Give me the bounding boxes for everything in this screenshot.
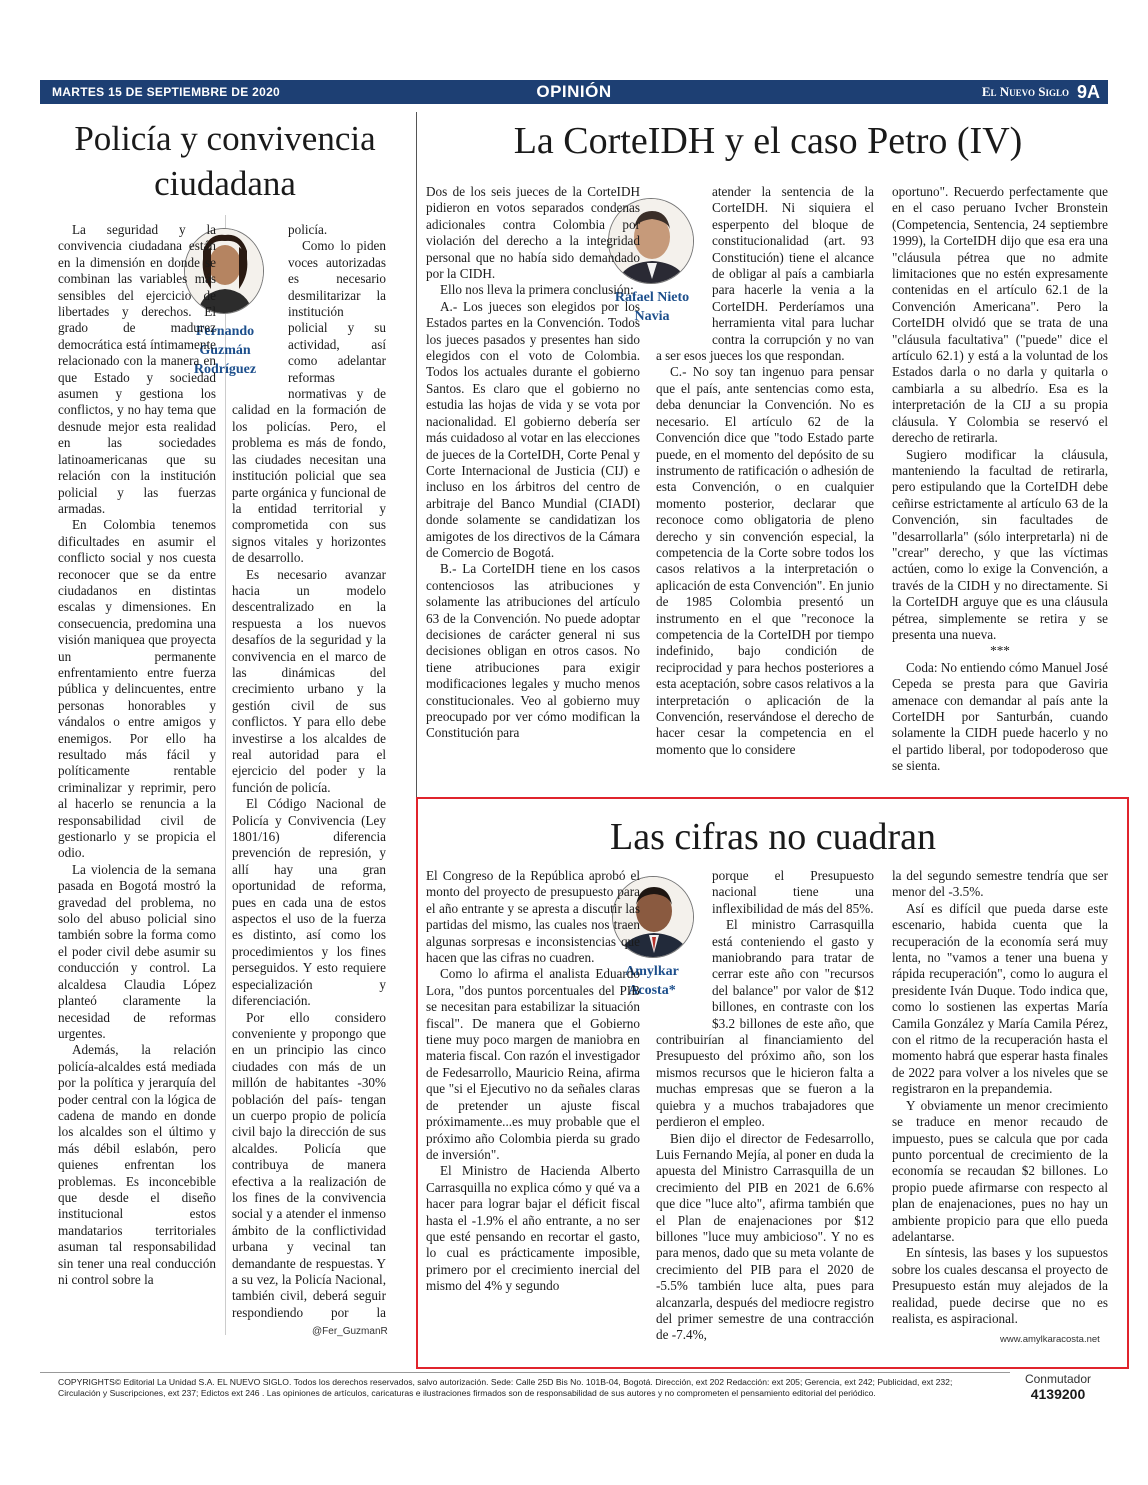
article2-column-3 bbox=[892, 184, 1108, 794]
paragraph: la del segundo semestre tendría que ser menor del -3.5%. bbox=[892, 868, 1108, 900]
paragraph: En Colombia tenemos dificultades en asumir el conflicto social y nos cuesta reconocer que se da entre ciudadanos en distintas escalas y dimensiones. En consecuencia, predomina una visión maniquea que proyecta un permanente enfrentamiento entre fuerza pública y delincuentes, entre personas honorables y vándalos o entre amigos y enemigos. Por ello ha resultado más fácil y políticamente rentable criminalizar y reprimir, pero al hacerlo se renuncia a la responsabilidad civil de gestionarlo y se propicia el odio. bbox=[58, 517, 216, 861]
footer-copyright bbox=[58, 1377, 988, 1399]
paragraph: Ello nos lleva la primera conclusión: bbox=[440, 282, 634, 298]
paragraph: Además, la relación policía-alcaldes está mediada por la política y jerarquía del poder central con la lógica de cadena de mando en donde los alcaldes son el último y más débil eslabón, pero quienes enfrentan los problemas. Es inconcebible que desde el diseño institucional estos mandatarios territoriales asuman tal responsabilidad sin tener una real conducción ni control sobre la bbox=[58, 1042, 216, 1287]
article1-column-2 bbox=[232, 222, 386, 1322]
paragraph: Sugiero modificar la cláusula, manteniendo la facultad de retirarla, pero estipulando que la CorteIDH debe ceñirse estrictamente al artículo 63 de la Convención, sin facultades de "desarrollarla" (sólo interpretarla) ni de "crear" derecho, y que las víctimas actúen, como lo exige la Convención, a través de la CIDH y no directamente. Si la CorteIDH arguye que es una cláusula pétrea, simplemente se retira y se presenta una nueva. bbox=[892, 446, 1108, 642]
switchboard-number: 4139200 bbox=[1030, 1386, 1086, 1402]
paragraph: El Ministro de Hacienda Alberto Carrasquilla no explica cómo y qué va a hacer para lograr bajar el déficit fiscal hasta el -1.9% el año entrante, a no ser que esté pensando en recortar el gasto, lo cual es prácticamente imposible, primero por el crecimiento inercial del mismo del 4% y segundo bbox=[426, 1163, 640, 1294]
paragraph: El ministro Carrasquilla está conteniendo el gasto y maniobrando para tratar de cerrar este año con "recursos del balance" por valor de $12 billones, en contraste con los $3.2 billones de este año, que contribuirían al financiamiento del Presupuesto del próximo año, son los mismos recursos que le hicieron falta a muchas empresas que se fueron a la quiebra y a muchos trabajadores que perdieron el empleo. bbox=[656, 917, 874, 1130]
paragraph: C.- No soy tan ingenuo para pensar que el país, ante sentencias como esta, deba denunciar la Convención. No es necesario. El artículo 62 de la Convención dice que "todo Estado parte puede, en el momento del depósito de su instrumento de ratificación o adhesión de esta Convención, o en cualquier momento posterior, declarar que reconoce como obligatoria de pleno derecho y sin convención especial, la competencia de la Corte sobre todos los casos relativos a la interpretación o aplicación de esta Convención". En junio de 1985 Colombia presentó un instrumento en el que "reconoce la competencia de la CorteIDH por tiempo indefinido, bajo condición de reciprocidad y para hechos posteriores a esta aceptación, sobre casos relativos a la interpretación o aplicación de la Convención, reservándose el derecho de hacer cesar la competencia en el momento que lo considere bbox=[656, 364, 874, 757]
author-byline-amylkar: Amylkar Acosta* bbox=[625, 964, 679, 998]
article2-column-1 bbox=[426, 184, 640, 794]
article2-column-2 bbox=[656, 184, 874, 794]
page-number: 9A bbox=[1076, 81, 1100, 102]
paragraph: La violencia de la semana pasada en Bogotá mostró la gravedad del problema, no solo del abuso policial sino también sobre la forma como el poder civil debe asumir su conducción y control. La alcaldesa Claudia López planteó claramente la necesidad de reformas urgentes. bbox=[58, 861, 216, 1041]
paragraph: La seguridad y la convivencia ciudadana están en la dimensión en donde se combinan las variables más sensibles del ejercicio de libertades y derechos. El grado de madurez democrática está íntimamente relacionado con la manera en que Estado y sociedad asumen y gestiona los conflictos, y no hay tema que desnude mejor esta realidad en las sociedades latinoamericanas que su relación con la institución policial y las fuerzas armadas. bbox=[58, 222, 216, 516]
issue-date: MARTES 15 DE SEPTIEMBRE DE 2020 bbox=[52, 85, 281, 99]
paragraph: El Congreso de la República aprobó el monto del proyecto de presupuesto para el año entrante y se apresta a discutir las partidas del mismo, las cuales nos traen algunas sorpresas e inconsistencias que hacen que las cifras no cuadren. bbox=[426, 868, 640, 966]
paragraph: porque el Presupuesto nacional tiene una inflexibilidad de más del 85%. bbox=[712, 868, 874, 916]
article-title-corteidh: La CorteIDH y el caso Petro (IV) bbox=[513, 120, 1023, 162]
page-header-bar bbox=[40, 80, 1108, 104]
paragraph: Por ello considero conveniente y propongo que en un principio las cinco ciudades con más de un millón de habitantes -30% población del país- tengan un cuerpo propio de policía civil bajo la dirección de sus alcaldes. Policía que contribuya de manera efectiva a la realización de los fines de la convivencia social y a atender el inmenso ámbito de la conflictividad urbana y vecinal tan demandante de respuestas. Y a su vez, la Policía Nacional, también civil, deberá seguir respondiendo por la bbox=[232, 1009, 386, 1320]
paragraph: Coda: No entiendo cómo Manuel José Cepeda se presta para que Gaviria amenace con demandar al país ante la CorteIDH por Santurbán, cuando solamente la CIDH puede hacerlo y no el partido liberal, por todopoderoso que se sienta. bbox=[892, 659, 1108, 774]
footer-line-1: COPYRIGHTS© Editorial La Unidad S.A. EL NUEVO SIGLO. Todos los derechos reservados, salvo autorización. Sede: Calle 25D Bis No. 101B-04, Bogotá. Dirección, ext 202 Redacción: ext 205; Gerencia, ext 242; Publicidad, ext 232; bbox=[58, 1377, 953, 1387]
section-name: OPINIÓN bbox=[536, 82, 612, 101]
author-byline-rafael: Rafael Nieto Navia bbox=[614, 290, 690, 324]
paragraph: atender la sentencia de la CorteIDH. Ni siquiera el esperpento del bloque de constitucionalidad (art. 93 Constitución) tiene el alcance de obligar al país a cambiarla para hacerle la venia a la CorteIDH. Perderíamos una herramienta vital para luchar contra la corrupción y no van a ser esos jueces los que respondan. bbox=[656, 184, 874, 364]
paragraph: Y obviamente un menor crecimiento se traduce en menor recaudo de impuesto, pues se calcula que por cada punto porcentual de crecimiento de la economía se recaudan $2 billones. Lo propio puede afirmarse con respecto al plan de enajenaciones, pues no hay un ambiente propicio para que ello pueda adelantarse. bbox=[892, 1097, 1108, 1244]
footer-divider bbox=[40, 1372, 1010, 1373]
paragraph: Bien dijo el director de Fedesarrollo, Luis Fernando Mejía, al poner en duda la apuesta del Ministro Carrasquilla de un crecimiento del PIB en 2021 de 6.6% que dice "luce alto", afirma también que el Plan de enajenaciones por $12 billones "luce muy ambicioso". Y no es para menos, dado que su meta volante de crecimiento del PIB para el 2020 de -5.5% también luce alta, pues para alcanzarla, después del mediocre registro del primer semestre de una contracción de -7.4%, bbox=[656, 1130, 874, 1343]
paragraph: Como lo piden voces autorizadas es necesario desmilitarizar la institución policial y su actividad, así como adelantar reformas normativas y de calidad en la formación de los policías. Pero, el problema es más de fondo, las ciudades necesitan una institución policial que sea parte orgánica y funcional de la entidad territorial y comprometida con sus signos vitales y horizontes de desarrollo. bbox=[232, 238, 386, 566]
article3-column-3 bbox=[892, 868, 1108, 1328]
paragraph: Así es difícil que pueda darse este escenario, habida cuenta que la recuperación de la economía será muy lenta, no "vamos a tener una buena y rápida recuperación", como lo augura el presidente Iván Duque. Todo indica que, como lo sostienen las expertas María Camila González y María Camila Pérez, con el ritmo de la recuperación hasta el momento habrá que esperar hasta finales de 2022 para volver a los niveles que se registraron en la prepandemia. bbox=[892, 900, 1108, 1097]
paragraph: policía. bbox=[288, 222, 328, 237]
header-right bbox=[982, 82, 1100, 103]
article-title-policia: Policía y convivencia ciudadana bbox=[74, 119, 376, 203]
author-byline-fernando: Fernando Guzmán Rodríguez bbox=[193, 324, 257, 377]
footer-line-2: Circulación y Suscripciones, ext 237; Edictos ext 246 . Las opiniones de artículos, caricaturas e ilustraciones firmados son de responsabilidad de sus autores y no comprometen el pensamiento editorial del periódico. bbox=[58, 1388, 876, 1398]
paragraph: Dos de los seis jueces de la CorteIDH pidieron en votos separados condenas adicionales contra Colombia por violación del derecho a la integridad personal que no había sido demandado por la CIDH. bbox=[426, 184, 640, 282]
switchboard-label: Conmutador bbox=[1024, 1372, 1092, 1386]
paragraph: A.- Los jueces son elegidos por los Estados partes en la Convención. Todos los jueces pasados y presentes han sido elegidos con el voto de Colombia. Todos los actuales durante el gobierno Santos. Es claro que el gobierno no estudia las hojas de vida y se vota por nacionalidad. El gobierno debería ser más cuidadoso al votar en las elecciones de jueces de la CorteIDH, Corte Penal y Corte Internacional de Justicia (CIJ) e incluso en los árbitros del centro de arbitraje del Banco Mundial (CIADI) donde solamente se candidatizan los amigotes de los directivos de la Cámara de Comercio de Bogotá. bbox=[426, 298, 640, 560]
paragraph: oportuno". Recuerdo perfectamente que en el caso peruano Ivcher Bronstein (Competencia, Sentencia, 24 septiembre 1999), la CorteIDH dijo que esa era una "cláusula pétrea que no admite limitaciones que no estén expresamente contenidas en el artículo 62.1 de la Convención Americana". Pero la CorteIDH olvidó que se trata de una "cláusula facultativa" ("puede" dice el artículo 62.1) y está a la voluntad de los Estados darla o no darla y quitarla o cambiarla a su albedrío. Esa es la interpretación de la CIJ a su propia cláusula. Y Colombia se reservó el derecho de retirarla. bbox=[892, 184, 1108, 446]
paragraph: El Código Nacional de Policía y Convivencia (Ley 1801/16) diferencia prevención de represión, y allí hay una gran oportunidad de reforma, pues en cada una de estos aspectos el uso de la fuerza es distinto, así como los procedimientos y los fines perseguidos. Y esto requiere especialización y diferenciación. bbox=[232, 796, 386, 1009]
newspaper-name: El Nuevo Siglo bbox=[981, 84, 1069, 99]
paragraph: Como lo afirma el analista Eduardo Lora, "dos puntos porcentuales del PIB se necesitan para estabilizar la situación fiscal". De manera que el Gobierno tiene muy poco margen de maniobra en materia fiscal. Con razón el investigador de Fedesarrollo, Mauricio Reina, afirma que "si el Ejecutivo no da señales claras de pretender un ajuste fiscal próximamente...es muy probable que el próximo año Colombia pierda su grado de inversión". bbox=[426, 966, 640, 1162]
article1-column-1 bbox=[58, 222, 216, 1342]
paragraph: En síntesis, las bases y los supuestos sobre los cuales descansa el proyecto de Presupuesto están muy alejados de la realidad, puede decirse que no es realista, es aspiracional. bbox=[892, 1245, 1108, 1326]
paragraph: B.- La CorteIDH tiene en los casos contenciosos las atribuciones y solamente las atribuciones del artículo 63 de la Convención. No puede adoptar decisiones de carácter general ni sus decisiones obligan en otros casos. No tiene atribuciones para exigir modificaciones legales y mucho menos constitucionales. Veo al gobierno muy preocupado por ver cómo modifican la Constitución para bbox=[426, 561, 640, 741]
author-website: www.amylkaracosta.net bbox=[1000, 1334, 1100, 1345]
article-title-cifras: Las cifras no cuadran bbox=[609, 816, 936, 858]
article3-column-1 bbox=[426, 868, 640, 1350]
separator-stars: *** bbox=[990, 643, 1010, 659]
paragraph: Es necesario avanzar hacia un modelo descentralizado en la respuesta a los nuevos desafíos de la seguridad y la convivencia en el marco de las dinámicas del crecimiento urbano y la gestión civil de sus conflictos. Y para ello debe investirse a los alcaldes de real autoridad para el ejercicio del poder y la función de policía. bbox=[232, 566, 386, 795]
switchboard bbox=[1018, 1372, 1098, 1402]
author-signature-handle: @Fer_GuzmanR bbox=[312, 1326, 388, 1337]
article3-column-2 bbox=[656, 868, 874, 1350]
column-divider bbox=[225, 215, 226, 1335]
